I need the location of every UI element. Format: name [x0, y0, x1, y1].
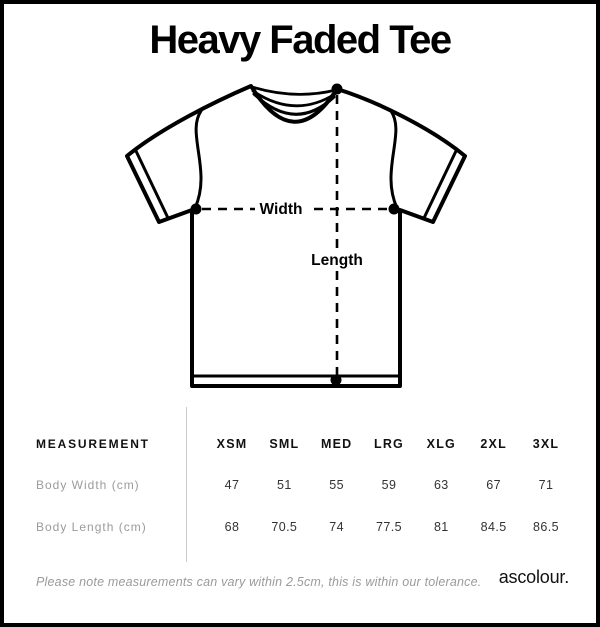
- length-label: Length: [311, 252, 363, 269]
- size-column-header: XLG: [426, 437, 456, 451]
- value-cell: 47: [224, 478, 240, 492]
- width-label: Width: [259, 201, 303, 218]
- brand-logo: ascolour.: [498, 567, 569, 587]
- size-column-header: SML: [269, 437, 300, 451]
- tolerance-note: Please note measurements can vary within 2.5cm, this is within our tolerance.: [36, 575, 482, 589]
- value-cell: 63: [433, 478, 449, 492]
- page-title: Heavy Faded Tee: [149, 18, 451, 62]
- value-cell: 77.5: [376, 520, 402, 534]
- size-header-row: [206, 437, 572, 452]
- measurement-header: MEASUREMENT: [36, 437, 150, 451]
- value-cell: 86.5: [533, 520, 559, 534]
- value-cell: 84.5: [480, 520, 507, 534]
- measure-dot-width-right: [389, 204, 400, 215]
- value-cell: 71: [538, 478, 554, 492]
- row-label-body-length: Body Length (cm): [36, 520, 147, 534]
- value-cell: 81: [433, 520, 449, 534]
- tshirt-diagram: [106, 71, 486, 401]
- body-length-row: [206, 520, 572, 535]
- size-column-header: MED: [320, 437, 353, 451]
- table-divider-line: [186, 407, 188, 562]
- value-cell: 55: [329, 478, 345, 492]
- body-width-row: [206, 478, 572, 493]
- value-cell: 67: [486, 478, 501, 492]
- value-cell: 59: [381, 478, 397, 492]
- value-cell: 70.5: [271, 520, 298, 534]
- measure-dot-width-left: [191, 204, 202, 215]
- value-cell: 74: [329, 520, 345, 534]
- size-column-header: LRG: [373, 437, 404, 451]
- measure-dot-hem: [331, 375, 342, 386]
- size-column-header: 3XL: [532, 437, 560, 451]
- measure-dot-collar: [332, 84, 343, 95]
- size-column-header: 2XL: [480, 437, 507, 451]
- row-label-body-width: Body Width (cm): [36, 478, 140, 492]
- tshirt-outline: [127, 86, 465, 386]
- size-column-header: XSM: [216, 437, 248, 451]
- value-cell: 68: [224, 520, 240, 534]
- value-cell: 51: [276, 478, 292, 492]
- collar-back-top-curve: [252, 87, 336, 94]
